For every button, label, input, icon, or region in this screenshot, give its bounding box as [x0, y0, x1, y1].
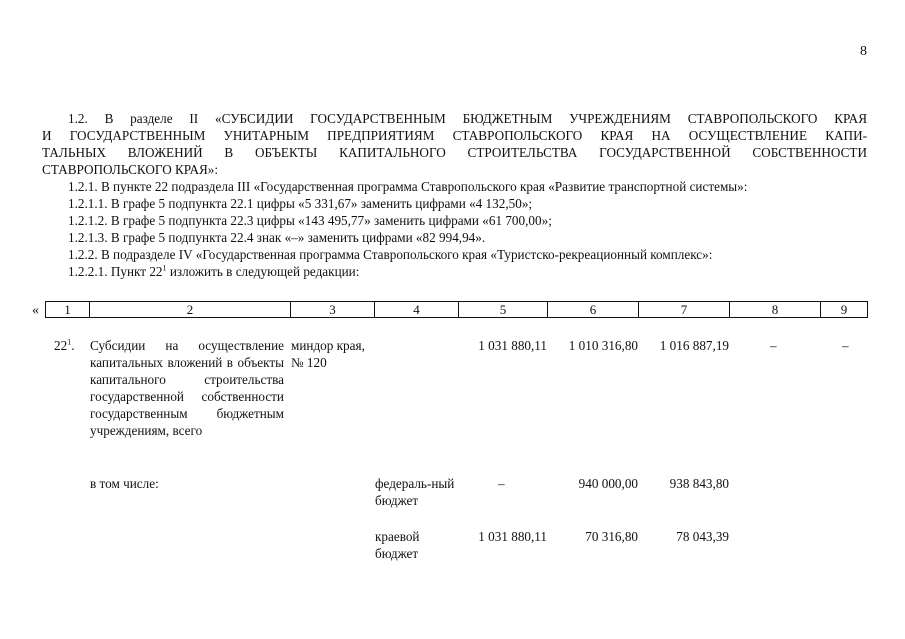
header-col-4: 4: [375, 302, 459, 318]
open-quote: «: [32, 303, 39, 318]
header-col-5: 5: [459, 302, 548, 318]
row-regional-source: краевой бюджет: [375, 529, 420, 561]
heading-line-4: СТАВРОПОЛЬСКОГО КРАЯ»:: [42, 162, 219, 177]
header-col-9: 9: [821, 302, 868, 318]
row-federal-col-6: 940 000,00: [578, 476, 638, 491]
item-1-2-2: 1.2.2. В подразделе IV «Государственная программа Ставропольского края «Туристско-рекреационный комплекс»:: [68, 247, 713, 262]
item-1-2-1: 1.2.1. В пункте 22 подраздела III «Государственная программа Ставропольского края «Развитие транспортной системы»:: [68, 179, 748, 194]
row-regional-col-7: 78 043,39: [676, 529, 729, 544]
page-number: 8: [860, 44, 867, 59]
row-federal-col-7: 938 843,80: [669, 476, 729, 491]
item-1-2-1-3: 1.2.1.3. В графе 5 подпункта 22.4 знак «–» заменить цифрами «82 994,94».: [68, 230, 486, 245]
row-recipient: миндор края, № 120: [291, 338, 365, 370]
item-1-2-2-1: 1.2.2.1. Пункт $22^1$ изложить в следующей редакции:: [68, 263, 360, 279]
row-main-col-9: –: [842, 338, 849, 353]
heading-line-1: 1.2. В разделе II «СУБСИДИИ ГОСУДАРСТВЕННЫМ БЮДЖЕТНЫМ УЧРЕЖДЕНИЯМ СТАВРОПОЛЬСКОГО КРАЯ: [68, 111, 867, 126]
heading-line-2: И ГОСУДАРСТВЕННЫМ УНИТАРНЫМ ПРЕДПРИЯТИЯМ СТАВРОПОЛЬСКОГО КРАЯ НА ОСУЩЕСТВЛЕНИЕ КАПИ-: [42, 128, 867, 143]
row-regional-col-6: 70 316,80: [585, 529, 638, 544]
row-main-col-8: –: [770, 338, 777, 353]
header-col-6: 6: [548, 302, 639, 318]
item-1-2-1-1: 1.2.1.1. В графе 5 подпункта 22.1 цифры «5 331,67» заменить цифрами «4 132,50»;: [68, 196, 533, 211]
row-main-col-6: 1 010 316,80: [568, 338, 638, 353]
table-header: [45, 301, 868, 318]
heading-line-3: ТАЛЬНЫХ ВЛОЖЕНИЙ В ОБЪЕКТЫ КАПИТАЛЬНОГО СТРОИТЕЛЬСТВА ГОСУДАРСТВЕННОЙ СОБСТВЕННОСТИ: [42, 145, 867, 160]
item-1-2-1-2: 1.2.1.2. В графе 5 подпункта 22.3 цифры «143 495,77» заменить цифрами «61 700,00»;: [68, 213, 552, 228]
row-main-col-5: 1 031 880,11: [478, 338, 547, 353]
including-label: в том числе:: [90, 476, 159, 491]
row-name: Субсидии на осуществление капитальных вложений в объекты капитального строительства государственной собственности государственным бюджетным учреждениям, всего: [90, 338, 284, 438]
row-regional-col-5: 1 031 880,11: [478, 529, 547, 544]
row-main-col-7: 1 016 887,19: [659, 338, 729, 353]
header-col-7: 7: [639, 302, 730, 318]
header-col-2: 2: [90, 302, 291, 318]
row-number: $22^1$.: [54, 337, 75, 353]
header-col-1: 1: [46, 302, 90, 318]
row-federal-col-5: –: [498, 476, 505, 491]
header-col-3: 3: [291, 302, 375, 318]
row-federal-source: федераль-ный бюджет: [375, 476, 455, 508]
header-col-8: 8: [730, 302, 821, 318]
